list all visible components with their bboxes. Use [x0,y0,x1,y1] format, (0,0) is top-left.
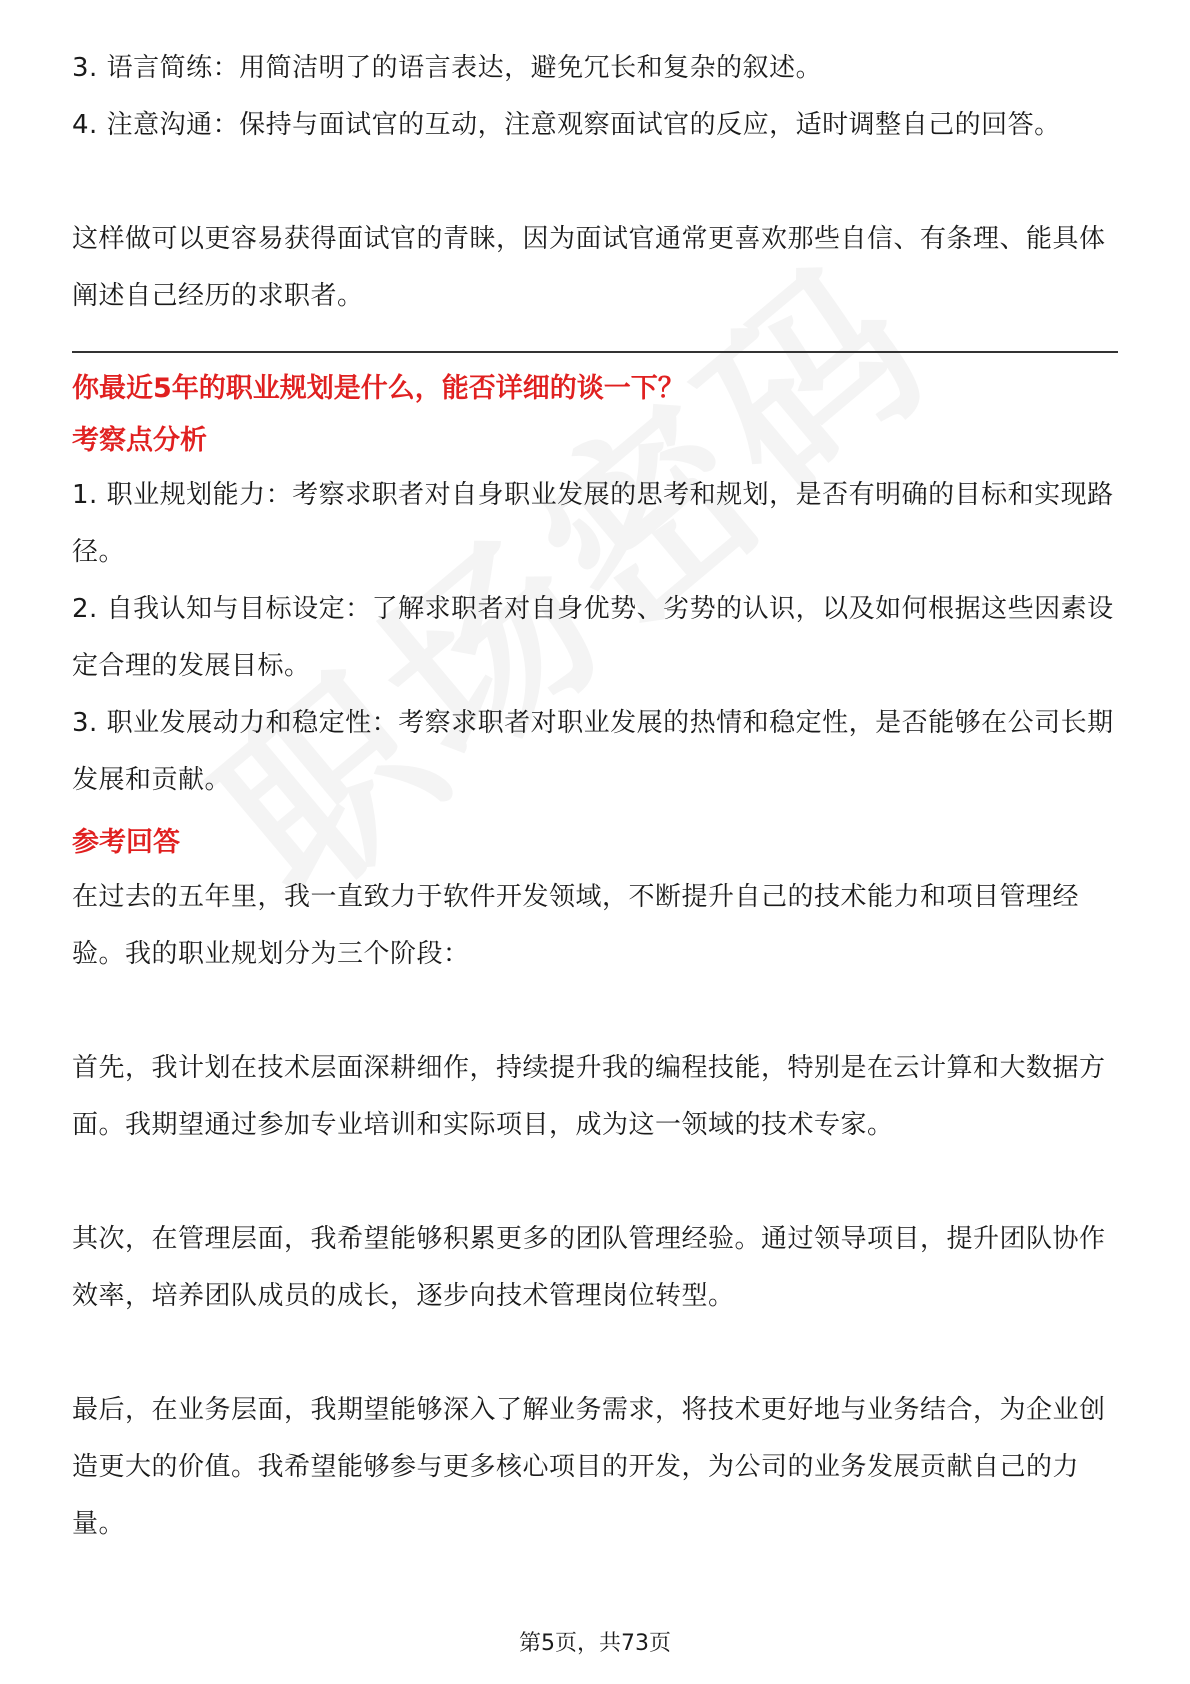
summary-paragraph: 这样做可以更容易获得面试官的青睐，因为面试官通常更喜欢那些自信、有条理、能具体阐述自己经历的求职者。 [72,224,1106,311]
question-heading: 你最近5年的职业规划是什么，能否详细的谈一下？ [72,373,685,404]
analysis-title: 考察点分析 [72,425,207,456]
list-item: 3. 语言简练：用简洁明了的语言表达，避免冗长和复杂的叙述。 [72,53,823,83]
answer-paragraph: 在过去的五年里，我一直致力于软件开发领域，不断提升自己的技术能力和项目管理经验。我的职业规划分为三个阶段： [72,882,1080,969]
answer-paragraph: 首先，我计划在技术层面深耕细作，持续提升我的编程技能，特别是在云计算和大数据方面。我期望通过参加专业培训和实际项目，成为这一领域的技术专家。 [72,1053,1106,1140]
page-number: 第5页，共73页 [519,1631,671,1656]
answer-paragraph: 其次，在管理层面，我希望能够积累更多的团队管理经验。通过领导项目，提升团队协作效率，培养团队成员的成长，逐步向技术管理岗位转型。 [72,1224,1106,1311]
answer-title: 参考回答 [72,827,180,858]
document-page [72,40,1118,1553]
section-divider [72,351,1118,353]
list-item: 4. 注意沟通：保持与面试官的互动，注意观察面试官的反应，适时调整自己的回答。 [72,110,1061,140]
analysis-item: 3. 职业发展动力和稳定性：考察求职者对职业发展的热情和稳定性，是否能够在公司长期发展和贡献。 [72,708,1114,795]
analysis-item: 1. 职业规划能力：考察求职者对自身职业发展的思考和规划，是否有明确的目标和实现路径。 [72,480,1114,567]
analysis-item: 2. 自我认知与目标设定：了解求职者对自身优势、劣势的认识，以及如何根据这些因素设定合理的发展目标。 [72,594,1114,681]
answer-paragraph: 最后，在业务层面，我期望能够深入了解业务需求，将技术更好地与业务结合，为企业创造更大的价值。我希望能够参与更多核心项目的开发，为公司的业务发展贡献自己的力量。 [72,1395,1106,1539]
